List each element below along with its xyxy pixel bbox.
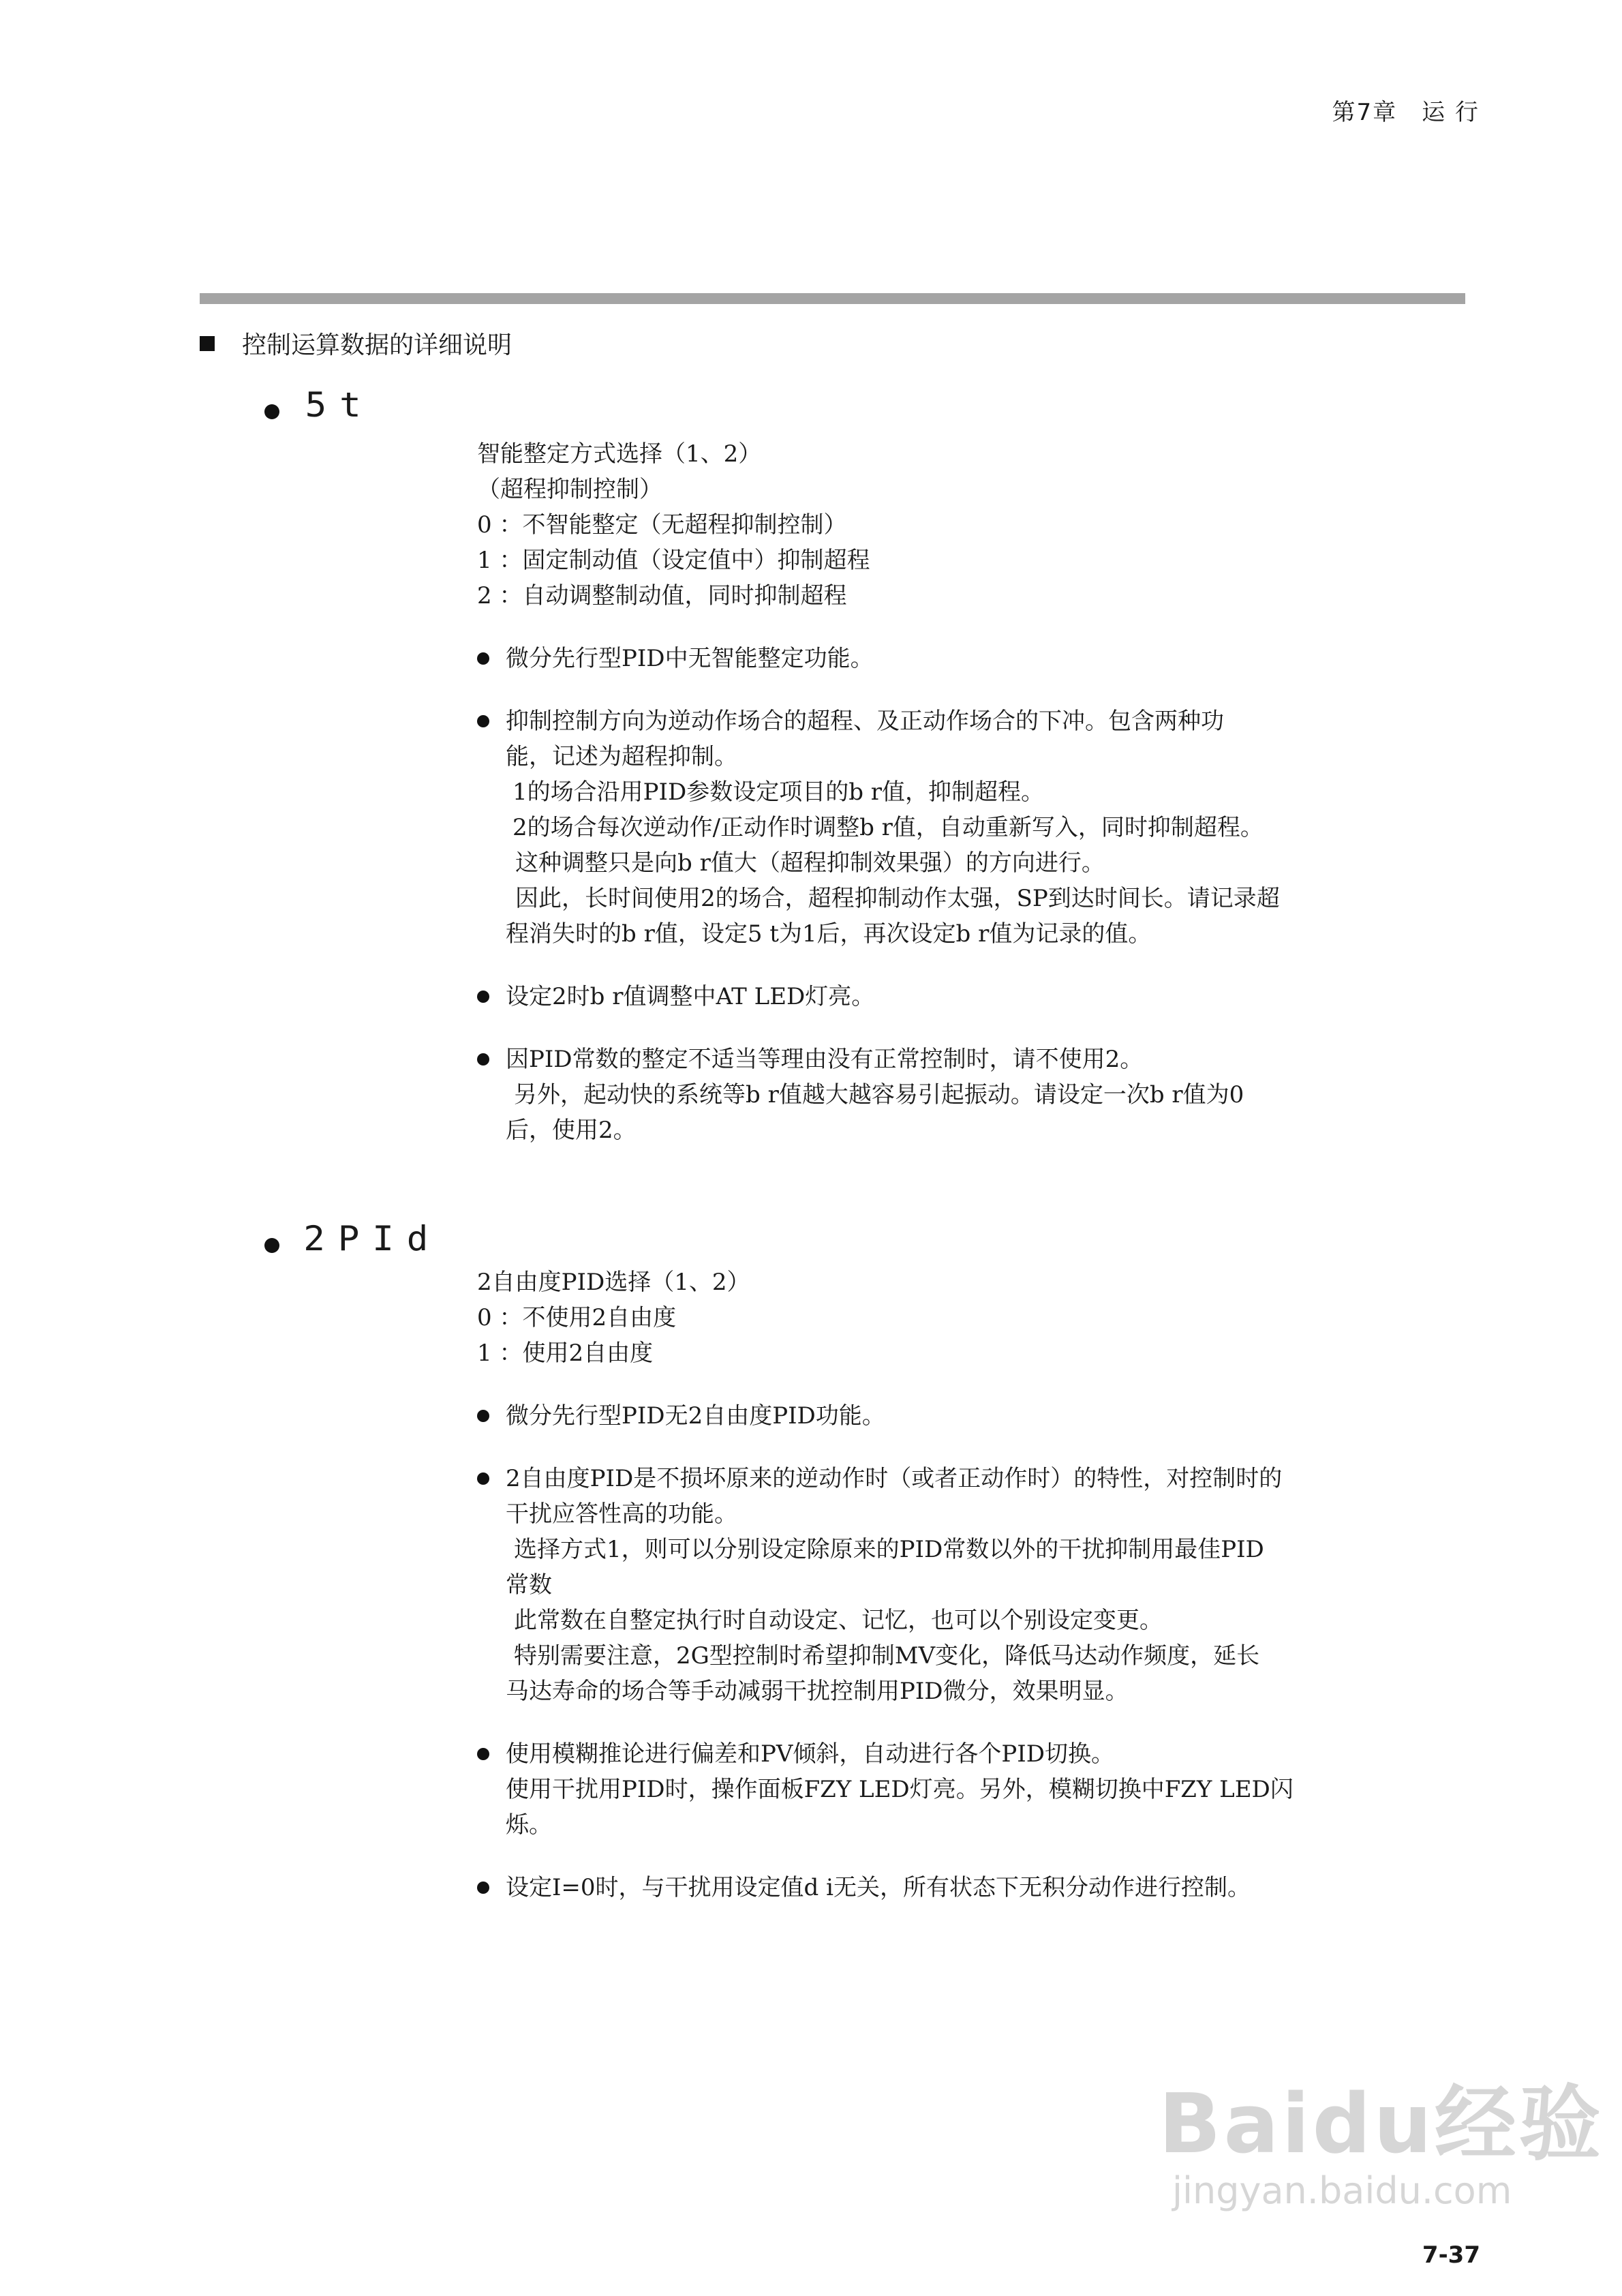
note-line: 能，记述为超程抑制。 [506, 743, 737, 770]
note-line: 微分先行型PID中无智能整定功能。 [506, 645, 874, 672]
note-line: 抑制控制方向为逆动作场合的超程、及正动作场合的下冲。包含两种功 [506, 708, 1224, 735]
watermark-logo: Baidu经验 [1159, 2077, 1604, 2172]
square-bullet-icon [200, 336, 215, 351]
watermark-url: jingyan.baidu.com [1172, 2169, 1512, 2212]
note-item [477, 1461, 1294, 1709]
note-line: 后，使用2。 [506, 1117, 637, 1144]
note-line: 1的场合沿用PID参数设定项目的b r值，抑制超程。 [512, 779, 1045, 806]
note-line: 微分先行型PID无2自由度PID功能。 [506, 1402, 885, 1430]
bullet-dot-icon [477, 715, 489, 727]
intro-line: 0 ：不智能整定（无超程抑制控制） [477, 511, 847, 539]
param-st-heading [264, 385, 372, 425]
intro-line: 智能整定方式选择（1、2） [477, 440, 762, 468]
watermark [1159, 2059, 1604, 2212]
bullet-dot-icon [477, 991, 489, 1003]
bullet-dot-icon [477, 1748, 489, 1760]
bullet-dot-icon [477, 1472, 489, 1485]
note-line: 马达寿命的场合等手动减弱干扰控制用PID微分，效果明显。 [506, 1678, 1129, 1705]
intro-line: 1 ：使用2自由度 [477, 1340, 654, 1367]
intro-line: 1 ：固定制动值（设定值中）抑制超程 [477, 547, 870, 574]
note-line: 烁。 [506, 1811, 552, 1839]
note-line: 另外，起动快的系统等b r值越大越容易引起振动。请设定一次b r值为0 [514, 1081, 1244, 1108]
bullet-dot-icon [477, 1410, 489, 1422]
note-line: 设定I=0时，与干扰用设定值d i无关，所有状态下无积分动作进行控制。 [506, 1874, 1251, 1901]
note-line: 选择方式1，则可以分别设定除原来的PID常数以外的干扰抑制用最佳PID [514, 1536, 1264, 1563]
bullet-dot-icon [477, 652, 489, 665]
note-line: 因此，长时间使用2的场合，超程抑制动作太强，SP到达时间长。请记录超 [515, 885, 1280, 912]
note-line: 此常数在自整定执行时自动设定、记忆，也可以个别设定变更。 [514, 1607, 1163, 1634]
note-line: 2自由度PID是不损坏原来的逆动作时（或者正动作时）的特性，对控制时的 [506, 1465, 1283, 1492]
note-line: 特别需要注意，2G型控制时希望抑制MV变化，降低马达动作频度，延长 [514, 1642, 1260, 1670]
section-divider [200, 293, 1465, 304]
note-item [477, 704, 1280, 952]
note-line: 2的场合每次逆动作/正动作时调整b r值，自动重新写入，同时抑制超程。 [512, 814, 1264, 841]
param-code: 5t [305, 385, 374, 425]
bullet-dot-icon [477, 1882, 489, 1894]
section-title: 控制运算数据的详细说明 [242, 331, 512, 359]
intro-line: （超程抑制控制） [477, 476, 662, 503]
note-line: 程消失时的b r值，设定5 t为1后，再次设定b r值为记录的值。 [506, 920, 1152, 948]
param-st-description [477, 436, 1280, 1148]
bullet-dot-icon [264, 1238, 279, 1253]
page-number: 7-37 [1422, 2241, 1480, 2269]
note-line: 这种调整只是向b r值大（超程抑制效果强）的方向进行。 [515, 849, 1105, 877]
intro-line: 2自由度PID选择（1、2） [477, 1269, 750, 1296]
section-heading [200, 326, 512, 361]
note-line: 因PID常数的整定不适当等理由没有正常控制时，请不使用2。 [506, 1046, 1144, 1073]
note-line: 干扰应答性高的功能。 [506, 1500, 737, 1528]
note-line: 常数 [506, 1571, 552, 1599]
note-item [477, 1870, 1294, 1905]
note-item [477, 641, 1280, 676]
intro-line: 2 ：自动调整制动值，同时抑制超程 [477, 582, 847, 609]
param-2pid-description [477, 1265, 1294, 1905]
note-item [477, 1398, 1294, 1434]
note-line: 使用干扰用PID时，操作面板FZY LED灯亮。另外，模糊切换中FZY LED闪 [506, 1776, 1294, 1803]
note-item [477, 1736, 1294, 1843]
note-item [477, 979, 1280, 1014]
bullet-dot-icon [477, 1053, 489, 1066]
chapter-header: 第7章 运 行 [1332, 99, 1480, 126]
note-item [477, 1042, 1280, 1148]
note-line: 使用模糊推论进行偏差和PV倾斜，自动进行各个PID切换。 [506, 1740, 1114, 1768]
intro-line: 0 ：不使用2自由度 [477, 1304, 677, 1331]
param-2pid-heading [264, 1219, 442, 1258]
param-code: 2PId [303, 1219, 442, 1258]
bullet-dot-icon [264, 404, 279, 419]
note-line: 设定2时b r值调整中AT LED灯亮。 [506, 983, 875, 1010]
